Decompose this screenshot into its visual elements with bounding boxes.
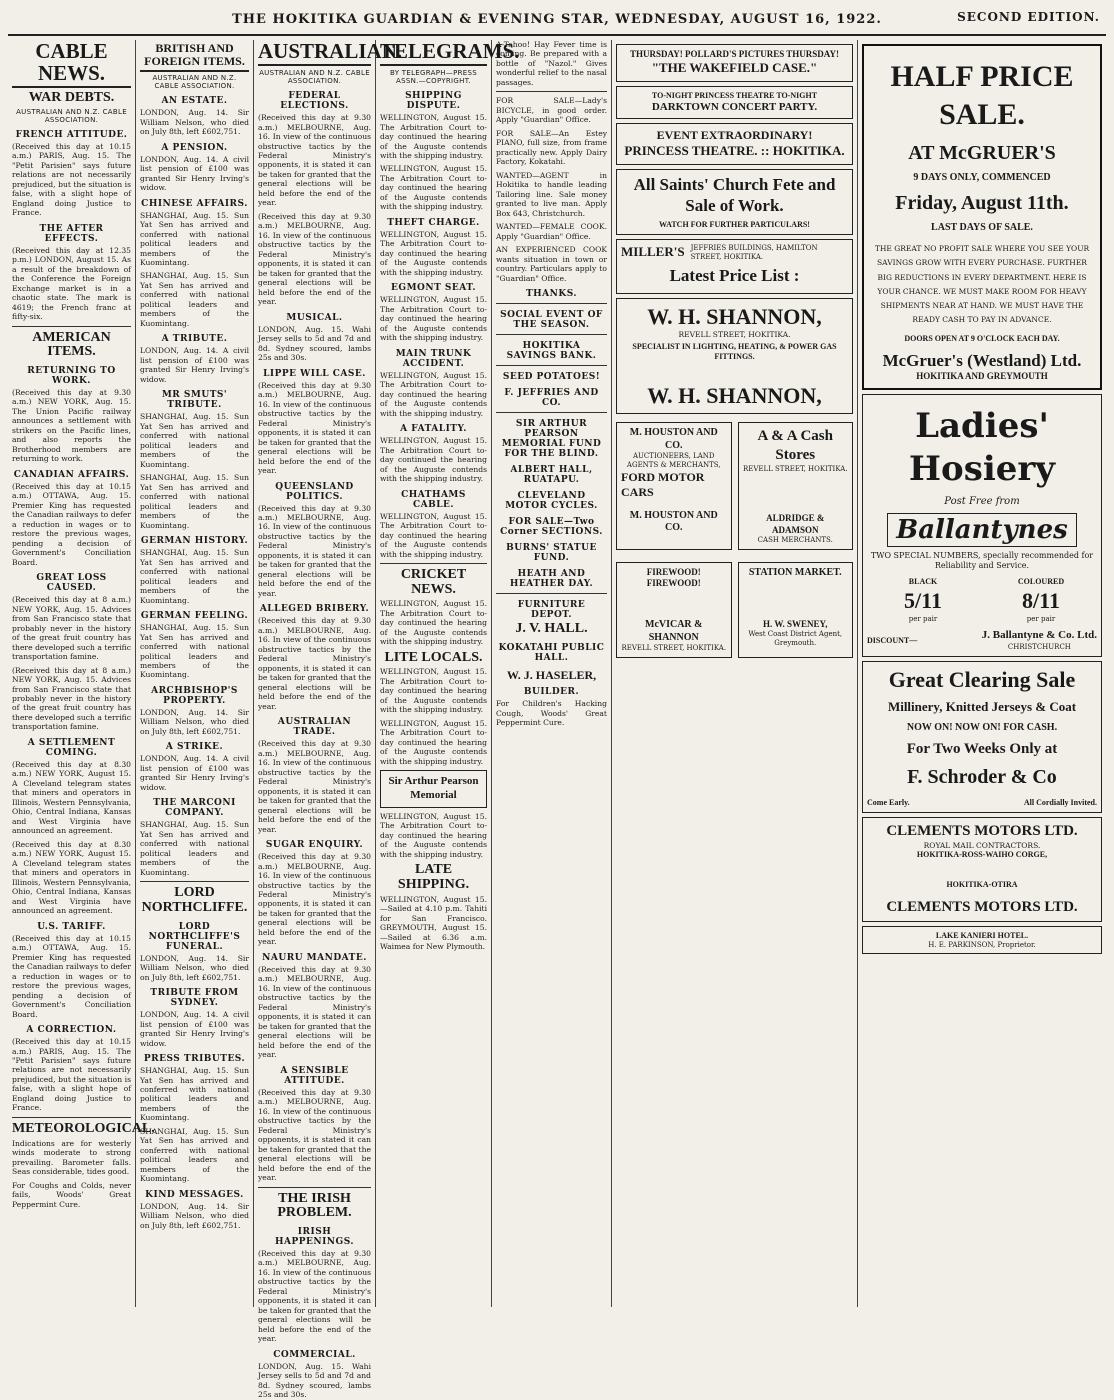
classified-ad: AN EXPERIENCED COOK wants situation in town or country. Particulars apply to "Guardian" Office.	[496, 245, 607, 283]
ballantyne-company: J. Ballantyne & Co. Ltd.	[981, 629, 1097, 642]
firewood-title: FIREWOOD! FIREWOOD!	[646, 566, 701, 588]
schroder-ad	[862, 661, 1102, 813]
article-body: LONDON, Aug. 14. Sir William Nelson, who died on July 8th, left £602,751.	[140, 1201, 249, 1230]
column-british-foreign	[136, 40, 254, 1307]
australian-heading: AUSTRALIAN.	[258, 40, 371, 66]
section-title: THE MARCONI COMPANY.	[153, 798, 236, 819]
article-body: (Received this day at 8.30 a.m.) NEW YORK, August 15. A Cleveland telegram states that miners and operators in Illinois, Western Pennsylvania, Ohio, Central Indiana, Kansas and West Virginia have announced an agreement.	[12, 839, 131, 916]
millers-address: JEFFRIES BUILDINGS, HAMILTON STREET, HOKITIKA.	[690, 244, 818, 261]
jv-hall-name: J. V. HALL.	[515, 621, 588, 637]
classified-ad: WANTED—FEMALE COOK. Apply "Guardian" Office.	[496, 222, 607, 241]
mcgruers-at: AT McGRUER'S	[908, 142, 1056, 164]
shannon-tagline: SPECIALIST IN LIGHTING, HEATING, & POWER GAS FITTINGS.	[632, 341, 837, 361]
price-list-title: Latest Price List :	[669, 265, 800, 285]
section-title: A CORRECTION.	[26, 1025, 117, 1036]
section-title: SOCIAL EVENT OF THE SEASON.	[500, 310, 603, 331]
doors-line: DOORS OPEN AT 9 O'CLOCK EACH DAY.	[904, 333, 1060, 343]
column-telegrams	[376, 39, 520, 1307]
section-title: LIPPE WILL CASE.	[263, 368, 366, 379]
article-body: (Received this day at 12.35 p.m.) LONDON, August 15. As a result of the breakdown of the Conference the Foreign Exchange market is in a chaotic state. The mark is 4619; the French franc at fifty-six.	[12, 245, 131, 322]
come-early: Come Early.	[867, 797, 910, 807]
lake-kanieri-ad	[862, 926, 1102, 955]
section-title: ALBERT HALL, RUATAPU.	[510, 465, 593, 486]
section-title: MUSICAL.	[286, 312, 343, 323]
divider	[258, 1187, 371, 1188]
hosiery-title: Ladies' Hosiery	[908, 406, 1056, 489]
cricket-news-heading: CRICKET NEWS.	[400, 567, 467, 597]
lord-northcliffe-heading: LORD NORTHCLIFFE.	[141, 885, 248, 915]
section-title: BUILDER.	[523, 687, 580, 698]
article-body: SHANGHAI, Aug. 15. Sun Yat Sen has arrived and conferred with national political leaders and members of the Kuomintang.	[140, 820, 249, 877]
article-body: (Received this day at 9.30 a.m.) MELBOURNE, Aug. 16. In view of the continuous obstructive tactics by the Federal Ministry's opponents, it is stated it can be taken for granted that the general elections will be held before the end of the year.	[258, 380, 371, 476]
section-title: TRIBUTE FROM SYDNEY.	[150, 988, 239, 1009]
discount-label: DISCOUNT—	[867, 635, 918, 645]
millers-name: MILLER'S	[621, 244, 685, 259]
masthead	[8, 8, 1106, 36]
article-body: LONDON, Aug. 15. Wahi Jersey sells to 5d and 7d and 8d. Sydney scoured, lambs 25s and 30s.	[258, 1361, 371, 1400]
christchurch-line: CHRISTCHURCH	[1007, 643, 1071, 651]
ad-topbar: THURSDAY! POLLARD'S PICTURES THURSDAY!	[630, 49, 839, 59]
article-body: (Received this day at 10.15 a.m.) OTTAWA, Aug. 15. Premier King has requested the Canadian railways to defer a reduction in wages or to restore the previous wages, pending a decision of Government's Conciliation Board.	[12, 933, 131, 1019]
darktown-title: DARKTOWN CONCERT PARTY.	[651, 100, 818, 113]
section-title: LORD NORTHCLIFFE'S FUNERAL.	[148, 921, 241, 952]
section-title: FOR SALE—Two Corner SECTIONS.	[500, 517, 603, 538]
houston-ad	[616, 422, 732, 550]
column-australian	[254, 39, 403, 1400]
article-body: (Received this day at 9.30 a.m.) MELBOURNE, Aug. 16. In view of the continuous obstructive tactics by the Federal Ministry's opponents, it is stated it can be taken for granted that the general elections will be held before the end of the year.	[258, 616, 371, 711]
agency-line: AUSTRALIAN AND N.Z. CABLE ASSOCIATION.	[152, 74, 237, 91]
article-body: SHANGHAI, Aug. 15. Sun Yat Sen has arrived and conferred with national political leaders and members of the Kuomintang.	[140, 412, 249, 469]
divider	[496, 334, 607, 335]
houston-name-2: M. HOUSTON AND CO.	[629, 509, 718, 534]
haseler-name: W. J. HASELER,	[506, 667, 597, 682]
section-title: THANKS.	[525, 289, 578, 300]
section-title: FURNITURE DEPOT.	[517, 600, 586, 621]
article-body: SHANGHAI, Aug. 15. Sun Yat Sen has arrived and conferred with national political leaders and members of the Kuomintang.	[140, 623, 249, 680]
section-title: A SETTLEMENT COMING.	[27, 737, 116, 758]
coloured-per-pair: per pair	[1026, 614, 1056, 623]
divider	[496, 303, 607, 304]
article-body: WELLINGTON, August 15. The Arbitration Court to-day continued the hearing of the Auguste contends with the shipping industry.	[380, 511, 487, 559]
millinery-line: Millinery, Knitted Jerseys & Coat	[887, 699, 1077, 715]
coloured-price: 8/11	[1022, 588, 1060, 613]
column-cable-news	[8, 39, 155, 1307]
article-body: LONDON, Aug. 15. Wahi Jersey sells to 5d and 7d and 8d. Sydney scoured, lambs 25s and 30s.	[258, 324, 371, 363]
article-body: WELLINGTON, August 15. The Arbitration Court to-day continued the hearing of the Auguste contends with the shipping industry.	[380, 436, 487, 484]
article-body: LONDON, Aug. 14. A civil list pension of £100 was granted Sir Henry Irving's widow.	[140, 346, 249, 384]
shannon-name: W. H. SHANNON,	[647, 303, 822, 329]
article-body: LONDON, Aug. 14. Sir William Nelson, who died on July 8th, left £602,751.	[140, 953, 249, 982]
meteorological-heading: METEOROLOGICAL.	[12, 1120, 155, 1136]
article-body: (Received this day at 8 a.m.) NEW YORK, Aug. 15. Advices from San Francisco state that probably never in the history of the great fruit country has there developed such a terrific transportation famine.	[12, 595, 131, 662]
pollards-pictures-ad	[616, 44, 853, 82]
article-body: SHANGHAI, Aug. 15. Sun Yat Sen has arrived and conferred with national political leaders and members of the Kuomintang.	[140, 1126, 249, 1184]
shannon-name-footer: W. H. SHANNON,	[647, 382, 822, 408]
article-body: SHANGHAI, Aug. 15. Sun Yat Sen has arrived and conferred with national political leaders and members of the Kuomintang.	[140, 473, 249, 530]
cash-stores-address: REVELL STREET, HOKITIKA.	[742, 464, 848, 473]
darktown-ad	[616, 86, 853, 120]
days-line: 9 DAYS ONLY, COMMENCED	[913, 172, 1051, 183]
article-body: SHANGHAI, Aug. 15. Sun Yat Sen has arrived and conferred with national political leaders and members of the Kuomintang.	[140, 210, 249, 267]
article-body: WELLINGTON, August 15. The Arbitration Court to-day continued the hearing of the Auguste contends with the shipping industry.	[380, 718, 487, 766]
classified-ad: A-Tahoo! Hay Fever time is coming. Be prepared with a bottle of "Nazol." Gives wonderful relief to the nasal passages.	[496, 40, 607, 87]
article-body: (Received this day at 9.30 a.m.) MELBOURNE, Aug. 16. In view of the continuous obstructive tactics by the Federal Ministry's opponents, it is stated it can be taken for granted that the general elections will be held before the end of the year.	[258, 964, 371, 1060]
post-free-line: Post Free from	[944, 496, 1020, 507]
black-per-pair: per pair	[908, 614, 938, 623]
ford-cars: FORD MOTOR CARS	[621, 469, 705, 499]
divider	[12, 326, 131, 327]
shannon-ad	[616, 298, 853, 414]
article-body: (Received this day at 9.30 a.m.) MELBOURNE, Aug. 16. In view of the continuous obstructive tactics by the Federal Ministry's opponents, it is stated it can be taken for granted that the general elections will be held before the end of the year.	[258, 503, 371, 598]
mcgruers-company: McGruer's (Westland) Ltd.	[882, 350, 1082, 370]
divider	[12, 1117, 131, 1118]
article-body: WELLINGTON, August 15. The Arbitration Court to-day continued the hearing of the Auguste contends with the shipping industry.	[380, 164, 487, 212]
friday-line: Friday, August 11th.	[895, 191, 1069, 214]
section-title: NAURU MANDATE.	[262, 952, 367, 963]
event-title: EVENT EXTRAORDINARY!	[656, 128, 813, 143]
article-body: WELLINGTON, August 15. The Arbitration Court to-day continued the hearing of the Auguste contends with the shipping industry.	[380, 113, 487, 160]
classified-ad: FOR SALE—An Estey PIANO, full size, from frame practically new. Apply Dairy Factory, Kokatahi.	[496, 128, 607, 167]
all-saints-ad	[616, 169, 853, 236]
section-title: IRISH HAPPENINGS.	[274, 1226, 355, 1247]
section-title: KOKATAHI PUBLIC HALL.	[498, 642, 605, 663]
event-ad	[616, 123, 853, 164]
article-body: WELLINGTON, August 15. The Arbitration Court to-day continued the hearing of the Auguste contends with the shipping industry.	[380, 667, 487, 715]
classified-ad: FOR SALE—Lady's BICYCLE, in good order. Apply "Guardian" Office.	[496, 96, 607, 125]
clearing-sale-title: Great Clearing Sale	[888, 666, 1076, 692]
sale-description: THE GREAT NO PROFIT SALE WHERE YOU SEE YOUR SAVINGS GROW WITH EVERY PURCHASE. FURTHER BIG REDUCTIONS IN EVERY DEPARTMENT. HERE IS YOUR CHANCE. WE MUST MAKE ROOM FOR HEAVY SHIPMENTS NEAR AT HAND. WE MUST HAVE THE READY CASH TO PAY IN ADVANCE.	[874, 244, 1090, 325]
clements-route: HOKITIKA-ROSS-WAIHO CORGE,	[916, 849, 1048, 859]
section-title: SEED POTATOES!	[502, 372, 601, 383]
column-right-ads	[858, 40, 1106, 1307]
houston-name: M. HOUSTON AND CO.	[629, 427, 718, 451]
houston-sub: AUCTIONEERS, LAND AGENTS & MERCHANTS,	[626, 452, 721, 469]
last-days-line: LAST DAYS OF SALE.	[931, 221, 1033, 233]
section-title: SHIPPING DISPUTE.	[405, 91, 462, 112]
section-title: MR SMUTS' TRIBUTE.	[161, 390, 228, 411]
masthead-title: THE HOKITIKA GUARDIAN & EVENING STAR, WEDNESDAY, AUGUST 16, 1922.	[232, 12, 882, 27]
section-title: ARCHBISHOP'S PROPERTY.	[151, 685, 238, 706]
sweney-name: H. W. SWENEY,	[763, 619, 828, 630]
agency-line: AUSTRALIAN AND N.Z. CABLE ASSOCIATION.	[259, 69, 370, 86]
footer-note: For Coughs and Colds, never fails, Woods' Great Peppermint Cure.	[12, 1180, 131, 1209]
mcvicar-name: McVICAR & SHANNON	[645, 619, 703, 643]
classified-ad: WANTED—AGENT in Hokitika to handle leading Tailoring line. Sale money granted to live man. Apply Box 643, Christchurch.	[496, 170, 607, 218]
article-body: WELLINGTON, August 15. The Arbitration Court to-day continued the hearing of the Auguste contends with the shipping industry.	[380, 599, 487, 647]
article-body: LONDON, Aug. 14. Sir William Nelson, who died on July 8th, left £602,751.	[140, 707, 249, 736]
section-title: QUEENSLAND POLITICS.	[275, 481, 354, 502]
article-body: (Received this day at 8 a.m.) NEW YORK, Aug. 15. Advices from San Francisco state that probably never in the history of the great fruit country has there developed such a terrific transportation famine.	[12, 665, 131, 732]
article-body: LONDON, Aug. 14. A civil list pension of £100 was granted Sir Henry Irving's widow.	[140, 154, 249, 193]
section-title: BURNS' STATUE FUND.	[506, 543, 597, 564]
article-body: WELLINGTON, August 15. The Arbitration Court to-day continued the hearing of the Auguste contends with the shipping industry.	[380, 295, 487, 343]
section-title: EGMONT SEAT.	[391, 283, 476, 294]
section-title: RETURNING TO WORK.	[27, 365, 116, 386]
mcvicar-sub: REVELL STREET, HOKITIKA.	[621, 644, 727, 653]
cable-news-heading: CABLE NEWS.	[12, 40, 131, 88]
two-special-line: TWO SPECIAL NUMBERS, specially recommended for Reliability and Service.	[870, 551, 1094, 570]
article-body: (Received this day at 9.30 a.m.) MELBOURNE, Aug. 16. In view of the continuous obstructive tactics by the Federal Ministry's opponents, it is stated it can be taken for granted that the general elections will be held before the end of the year.	[258, 211, 371, 307]
article-body: SHANGHAI, Aug. 15. Sun Yat Sen has arrived and conferred with national political leaders and members of the Kuomintang.	[140, 1066, 249, 1123]
schroder-name: F. Schroder & Co	[907, 765, 1057, 788]
divider	[496, 412, 607, 413]
cordially-invited: All Cordially Invited.	[1023, 797, 1097, 807]
article-body: (Received this day at 9.30 a.m.) NEW YORK, Aug. 15. The Union Pacific railway announces a settlement with strikers on the Pacific lines, and also reports the Brotherhood members are returning to work.	[12, 387, 131, 464]
section-title: GERMAN FEELING.	[140, 611, 249, 622]
article-body: (Received this day at 9.30 a.m.) MELBOURNE, Aug. 16. In view of the continuous obstructive tactics by the Federal Ministry's opponents, it is stated it can be taken for granted that the general elections will be held before the end of the year.	[258, 1248, 371, 1344]
clements-ad	[862, 817, 1102, 922]
british-foreign-heading: BRITISH AND FOREIGN ITEMS.	[140, 42, 249, 72]
section-title: A STRIKE.	[165, 742, 224, 753]
article-body: LONDON, Aug. 14. A civil list pension of £100 was granted Sir Henry Irving's widow.	[140, 1010, 249, 1048]
section-title: GREAT LOSS CAUSED.	[36, 573, 107, 594]
ballantynes-ad	[862, 394, 1102, 657]
late-shipping-heading: LATE SHIPPING.	[397, 862, 470, 892]
section-title: COMMERCIAL.	[273, 1349, 356, 1360]
mcgruers-towns: HOKITIKA AND GREYMOUTH	[916, 370, 1048, 381]
section-title: ALLEGED BRIBERY.	[259, 604, 370, 615]
divider	[496, 593, 607, 594]
section-title: A FATALITY.	[400, 424, 467, 435]
article-body: (Received this day at 9.30 a.m.) MELBOURNE, Aug. 16. In view of the continuous obstructive tactics by the Federal Ministry's opponents, it is stated it can be taken for granted that the general elections will be held before the end of the year.	[258, 739, 371, 834]
edition-label: SECOND EDITION.	[957, 10, 1100, 24]
column-advertisements	[612, 40, 858, 1307]
agency-line: AUSTRALIAN AND N.Z. CABLE ASSOCIATION.	[16, 107, 127, 124]
sweney-sub: West Coast District Agent, Greymouth.	[748, 630, 843, 648]
station-market-title: STATION MARKET.	[748, 566, 842, 578]
cash-stores-ad	[738, 422, 854, 550]
firewood-ad	[616, 562, 732, 658]
clements-sub: ROYAL MAIL CONTRACTORS.	[923, 840, 1041, 850]
ballantynes-logo: Ballantynes	[887, 513, 1077, 548]
section-title: A PENSION.	[161, 142, 228, 153]
article-body: LONDON, Aug. 14. Sir William Nelson, who died on July 8th, left £602,751.	[140, 108, 249, 137]
article-body: WELLINGTON, August 15. The Arbitration Court to-day continued the hearing of the Auguste contends with the shipping industry.	[380, 229, 487, 277]
half-price-title: HALF PRICE SALE.	[890, 60, 1074, 131]
black-label: BLACK	[908, 577, 938, 586]
aldridge-name: ALDRIDGE & ADAMSON	[766, 513, 825, 535]
article-body: (Received this day at 10.15 a.m.) PARIS, Aug. 15. The "Petit Parisien" says future relations are not necessarily prejudiced, but the situation is false, with a slight hope of England doing Justice to France.	[12, 1037, 131, 1113]
section-title: GERMAN HISTORY.	[140, 536, 249, 547]
war-debts-subheading: WAR DEBTS.	[28, 90, 115, 106]
article-body: WELLINGTON, August 15. The Arbitration Court to-day continued the hearing of the Auguste contends with the shipping industry.	[380, 811, 487, 859]
article-body: (Received this day at 8.30 a.m.) NEW YORK, August 15. A Cleveland telegram states that miners and operators in Illinois, Western Pennsylvania, Ohio, Central Indiana, Kansas and West Virginia have announced an agreement.	[12, 759, 131, 836]
lite-locals-heading: LITE LOCALS.	[384, 649, 483, 665]
section-title: CHINESE AFFAIRS.	[141, 198, 248, 209]
article-body: Indications are for westerly winds moderate to strong prevailing. Barometer falls. Seas considerable, tides good.	[12, 1138, 131, 1177]
article-body: SHANGHAI, Aug. 15. Sun Yat Sen has arrived and conferred with national political leaders and members of the Kuomintang.	[140, 271, 249, 328]
section-title: THEFT CHARGE.	[387, 217, 480, 228]
film-title: "THE WAKEFIELD CASE."	[651, 60, 818, 76]
station-market-ad	[738, 562, 854, 658]
article-body: (Received this day at 9.30 a.m.) MELBOURNE, Aug. 16. In view of the continuous obstructive tactics by the Federal Ministry's opponents, it is stated it can be taken for granted that the general elections will be held before the end of the year.	[258, 852, 371, 947]
princess-theatre: PRINCESS THEATRE. :: HOKITIKA.	[624, 143, 845, 159]
ad-topbar: TO-NIGHT PRINCESS THEATRE TO-NIGHT	[651, 90, 818, 100]
parkinson-line: H. E. PARKINSON, Proprietor.	[928, 940, 1036, 949]
millers-ad	[616, 239, 853, 294]
section-title: SUGAR ENQUIRY.	[265, 840, 364, 851]
agency-line: BY TELEGRAPH—PRESS ASSN.—COPYRIGHT.	[389, 69, 477, 86]
section-title: CHATHAMS CABLE.	[401, 489, 466, 510]
section-title: MAIN TRUNK ACCIDENT.	[395, 348, 472, 369]
section-title: CLEVELAND MOTOR CYCLES.	[505, 491, 598, 512]
section-title: F. JEFFRIES AND CO.	[504, 388, 599, 409]
telegrams-heading: TELEGRAMS.	[380, 40, 487, 66]
shannon-address: REVELL STREET, HOKITIKA.	[678, 330, 791, 340]
lake-hotel-title: LAKE KANIERI HOTEL.	[935, 930, 1029, 940]
section-title: HEATH AND HEATHER DAY.	[509, 569, 594, 590]
pearson-memorial-heading: Sir Arthur Pearson Memorial	[388, 775, 479, 802]
footer-note: For Children's Hacking Cough, Woods' Great Peppermint Cure.	[496, 699, 607, 728]
article-body: (Received this day at 9.30 a.m.) MELBOURNE, Aug. 16. In view of the continuous obstructive tactics by the Federal Ministry's opponents, it is stated it can be taken for granted that the general elections will be held before the end of the year.	[258, 1087, 371, 1183]
article-body: WELLINGTON, August 15. The Arbitration Court to-day continued the hearing of the Auguste contends with the shipping industry.	[380, 370, 487, 418]
divider	[496, 365, 607, 366]
divider	[140, 881, 249, 882]
section-title: FEDERAL ELECTIONS.	[280, 91, 349, 112]
clements-title: CLEMENTS MOTORS LTD.	[886, 822, 1078, 839]
watch-line: WATCH FOR FURTHER PARTICULARS!	[659, 220, 810, 229]
all-saints-title: All Saints' Church Fete and Sale of Work.	[633, 174, 836, 215]
aldridge-sub: CASH MERCHANTS.	[757, 535, 833, 544]
section-title: A TRIBUTE.	[161, 334, 228, 345]
divider	[380, 563, 487, 564]
black-price: 5/11	[904, 588, 942, 613]
american-items-heading: AMERICAN ITEMS.	[32, 329, 111, 360]
section-title: PRESS TRIBUTES.	[143, 1054, 246, 1065]
clements-title-2: CLEMENTS MOTORS LTD.	[886, 898, 1078, 915]
section-title: SIR ARTHUR PEARSON MEMORIAL FUND FOR THE BLIND.	[501, 419, 602, 460]
section-title: AN ESTATE.	[161, 96, 228, 107]
divider	[496, 91, 607, 92]
section-title: CANADIAN AFFAIRS.	[13, 469, 130, 480]
clements-route-2: HOKITIKA-OTIRA	[946, 879, 1018, 889]
two-weeks-line: For Two Weeks Only at	[906, 741, 1058, 757]
mcgruers-ad	[862, 44, 1102, 390]
column-classifieds	[492, 40, 612, 1307]
section-title: KIND MESSAGES.	[145, 1189, 244, 1200]
article-body: (Received this day at 9.30 a.m.) MELBOURNE, Aug. 16. In view of the continuous obstructive tactics by the Federal Ministry's opponents, it is stated it can be taken for granted that the general elections will be held before the end of the year.	[258, 113, 371, 208]
article-body: LONDON, Aug. 14. A civil list pension of £100 was granted Sir Henry Irving's widow.	[140, 754, 249, 792]
section-title: THE AFTER EFFECTS.	[39, 223, 104, 244]
section-title: U.S. TARIFF.	[37, 921, 106, 932]
article-body: SHANGHAI, Aug. 15. Sun Yat Sen has arrived and conferred with national political leaders and members of the Kuomintang.	[140, 548, 249, 605]
article-body: WELLINGTON, August 15.—Sailed at 4.10 p.m. Tahiti for San Francisco. GREYMOUTH, August 15.—Sailed at 6.36 a.m. Waimea for New Plymouth.	[380, 894, 487, 952]
section-title: A SENSIBLE ATTITUDE.	[280, 1065, 349, 1086]
article-body: (Received this day at 10.15 a.m.) OTTAWA, Aug. 15. Premier King has requested the Canadian railways to defer a reduction in wages or to restore the previous wages, pending a decision of Government's Conciliation Board.	[12, 481, 131, 567]
section-title: HOKITIKA SAVINGS BANK.	[506, 341, 597, 362]
irish-problem-heading: THE IRISH PROBLEM.	[277, 1190, 352, 1221]
section-title: AUSTRALIAN TRADE.	[277, 717, 352, 738]
cash-stores-title: A & A Cash Stores	[757, 428, 833, 463]
section-title: FRENCH ATTITUDE.	[15, 129, 128, 140]
pearson-memorial-box	[380, 770, 487, 808]
coloured-label: COLOURED	[1017, 577, 1065, 586]
article-body: (Received this day at 10.15 a.m.) PARIS, Aug. 15. The "Petit Parisien" says future relations are not necessarily prejudiced, but the situation is false, with a slight hope of England doing Justice to France.	[12, 141, 131, 218]
now-on-line: NOW ON! NOW ON! FOR CASH.	[906, 721, 1058, 733]
